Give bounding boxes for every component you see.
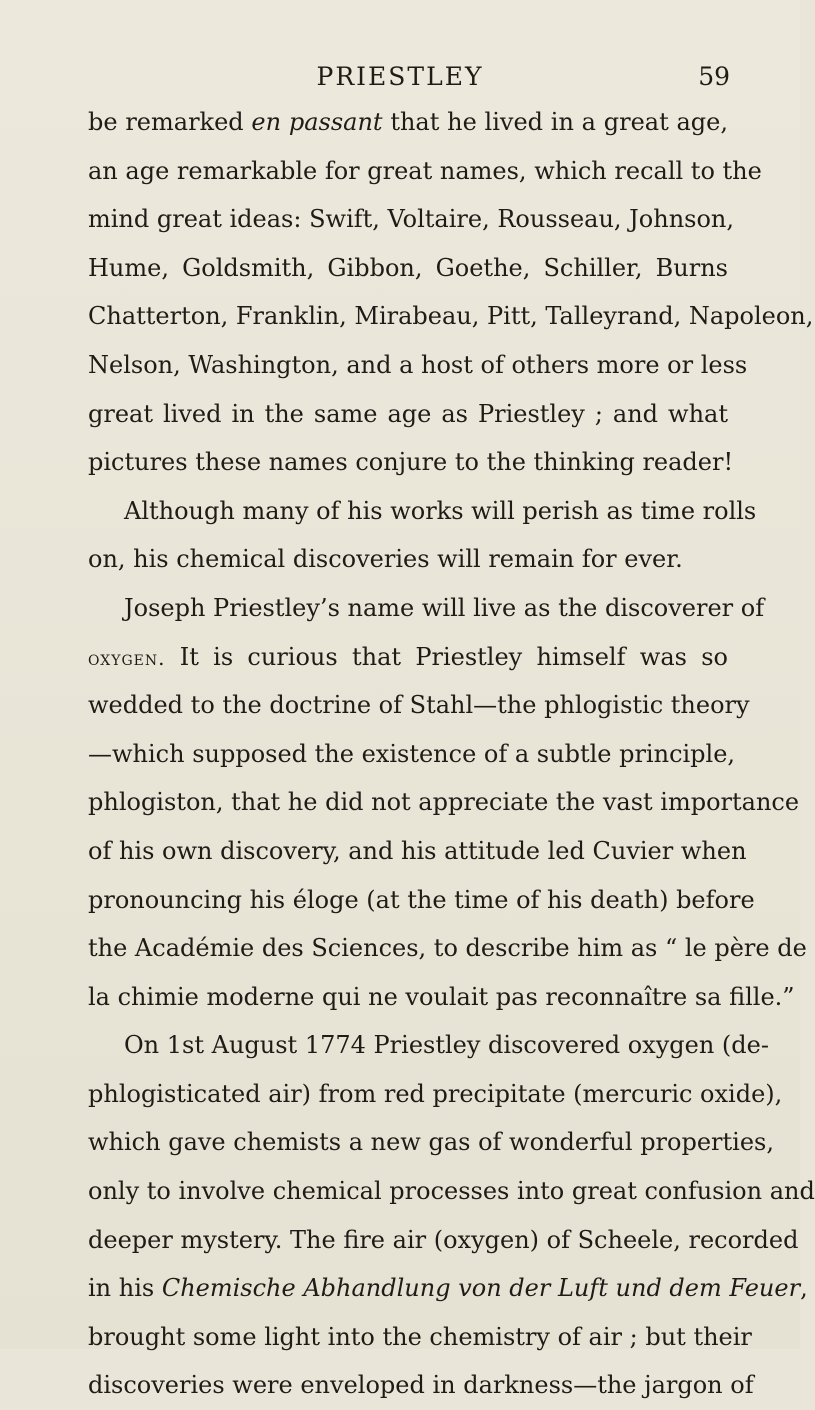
text-line [88, 730, 736, 779]
text-segment: discoveries were enveloped in darkness—the jargon of [88, 1371, 754, 1400]
text-segment: wedded to the doctrine of Stahl—the phlogistic theory [88, 691, 750, 720]
text-line [88, 973, 795, 1022]
text-line [88, 1361, 754, 1410]
text-segment: Nelson, Washington, and a host of others more or less [88, 350, 748, 379]
text-line [88, 827, 747, 876]
text-segment: On 1st August 1774 Priestley discovered oxygen (de- [124, 1031, 769, 1060]
page-number: 59 [698, 62, 730, 91]
text-line [88, 1021, 769, 1070]
text-line [88, 487, 757, 536]
text-line [88, 535, 728, 584]
text-segment: brought some light into the chemistry of air ; but their [88, 1322, 752, 1351]
text-line [88, 244, 728, 293]
text-segment: in his [88, 1274, 162, 1303]
running-title: PRIESTLEY [316, 62, 484, 91]
text-line [88, 633, 728, 682]
text-segment: deeper mystery. The fire air (oxygen) of Scheele, recorded [88, 1225, 799, 1254]
text-segment: an age remarkable for great names, which recall to the [88, 156, 762, 185]
text-segment: great lived in the same age as Priestley ; and what [88, 399, 728, 428]
text-segment: that he lived in a great age, [382, 108, 729, 136]
text-line [88, 924, 807, 973]
text-line [88, 147, 762, 196]
text-segment: pronouncing his éloge (at the time of his death) before [88, 885, 755, 914]
text-line [88, 584, 765, 633]
text-segment: only to involve chemical processes into great confusion and [88, 1177, 815, 1206]
text-segment: mind great ideas: Swift, Voltaire, Rousseau, Johnson, [88, 205, 735, 234]
text-segment: on, his chemical discoveries will remain for ever. [88, 545, 683, 574]
italic-text: Chemische Abhandlung von der Luft und dem Feuer [161, 1274, 801, 1303]
text-segment: Chatterton, Franklin, Mirabeau, Pitt, Talleyrand, Napoleon, [88, 302, 814, 331]
text-segment: —which supposed the existence of a subtle principle, [88, 739, 736, 768]
text-segment: Hume, Goldsmith, Gibbon, Goethe, Schiller, Burns [88, 253, 728, 282]
text-segment: of his own discovery, and his attitude led Cuvier when [88, 836, 747, 865]
text-segment: phlogisticated air) from red precipitate (mercuric oxide), [88, 1079, 783, 1108]
text-segment: Although many of his works will perish as time rolls [124, 496, 757, 525]
text-segment: , [800, 1274, 808, 1303]
text-segment: It is curious that Priestley himself was so [165, 642, 728, 671]
running-head [0, 58, 800, 98]
text-line [88, 195, 735, 244]
text-segment: pictures these names conjure to the thinking reader! [88, 448, 734, 477]
text-segment: la chimie moderne qui ne voulait pas reconnaître sa fille.” [88, 982, 795, 1011]
text-line [88, 1313, 752, 1362]
text-line [88, 1167, 815, 1216]
text-segment: phlogiston, that he did not appreciate the vast importance [88, 788, 800, 817]
text-line [88, 1118, 774, 1167]
text-line [88, 1216, 799, 1265]
text-line [88, 1264, 808, 1313]
text-line [88, 98, 728, 147]
body-text [88, 98, 815, 1410]
text-line [88, 681, 750, 730]
text-segment: be remarked [88, 108, 252, 136]
text-line [88, 292, 814, 341]
text-segment: the Académie des Sciences, to describe him as “ le père de [88, 934, 807, 963]
text-line [88, 876, 755, 925]
text-line [88, 341, 748, 390]
text-line [88, 778, 800, 827]
text-segment: Joseph Priestley’s name will live as the discoverer of [124, 593, 765, 622]
smallcaps-text: oxygen. [88, 645, 166, 670]
text-line [88, 390, 728, 439]
italic-text: en passant [251, 108, 383, 136]
text-segment: which gave chemists a new gas of wonderful properties, [88, 1128, 774, 1157]
text-line [88, 1070, 783, 1119]
text-line [88, 438, 734, 487]
